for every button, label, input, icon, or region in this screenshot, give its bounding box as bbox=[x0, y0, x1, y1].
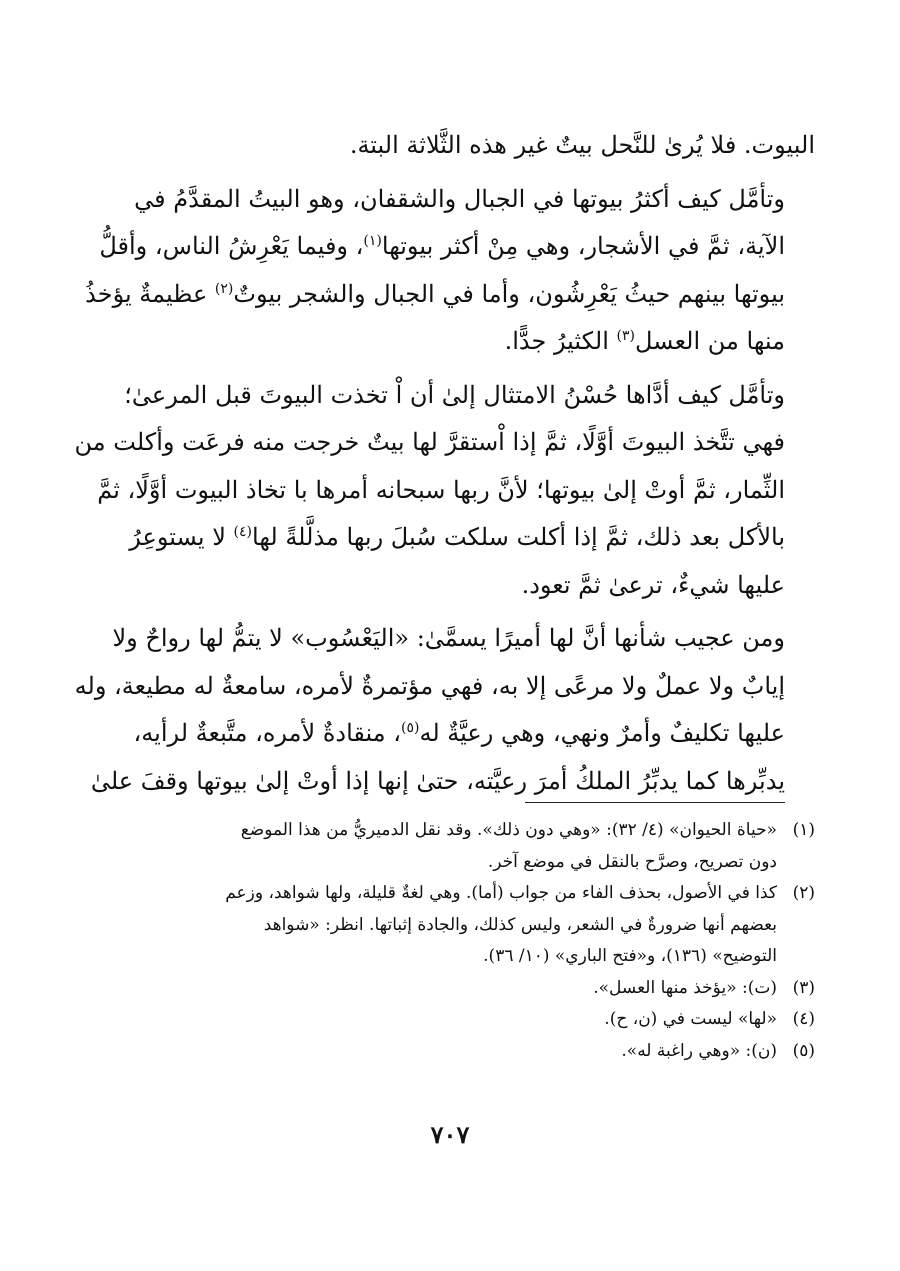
footnote-number: (٢) bbox=[792, 883, 815, 903]
text-line: وتأمَّل كيف أدَّاها حُسْنُ الامتثال إلىٰ أن اْ تخذت البيوتَ قبل المرعىٰ؛ bbox=[124, 380, 785, 409]
footnote-line: (ت): «يؤخذ منها العسل». bbox=[593, 977, 777, 998]
text-line: عليها تكليفٌ وأمرٌ ونهي، وهي رعيَّةٌ له$^{(٥)}$، منقادةٌ لأمره، متَّبعةٌ لرأيه، bbox=[133, 719, 785, 747]
footnote-line: (ن): «وهي راغبة له». bbox=[621, 1040, 777, 1061]
footnote-ref-1[interactable]: (١) bbox=[363, 233, 382, 249]
page-number: ٧٠٧ bbox=[430, 1120, 470, 1149]
footnote-text bbox=[115, 973, 777, 1005]
footnote-ref-4[interactable]: (٤) bbox=[233, 524, 252, 540]
text-line: إيابٌ ولا عملٌ ولا مرعًى إلا به، فهي مؤتمرةٌ لأمره، سامعةٌ له مطيعة، وله bbox=[74, 671, 785, 700]
footnote-line: دون تصريح، وصرَّح بالنقل في موضع آخر. bbox=[487, 851, 777, 872]
footnote-text bbox=[115, 1004, 777, 1036]
footnote-text bbox=[115, 1036, 777, 1068]
paragraph bbox=[85, 176, 815, 366]
text-line: الآية، ثمَّ في الأشجار، وهي مِنْ أكثر بيوتها$^{(١)}$، وفيما يَعْرِشُ الناس، وأقلُّ bbox=[99, 232, 785, 260]
footnote-4 bbox=[115, 1004, 815, 1036]
paragraph bbox=[74, 372, 815, 610]
footnote-text bbox=[115, 878, 777, 973]
main-text bbox=[74, 122, 815, 805]
text-line: عليها شيءٌ، ترعىٰ ثمَّ تعود. bbox=[521, 570, 785, 599]
text-line: فهي تتَّخذ البيوتَ أوَّلًا، ثمَّ إذا اْستقرَّ لها بيتٌ خرجت منه فرعَت وأكلت من bbox=[74, 428, 785, 456]
page-body bbox=[74, 122, 815, 811]
footnote-number: (١) bbox=[792, 820, 815, 840]
footnote-ref-2[interactable]: (٢) bbox=[214, 280, 234, 297]
text-line: منها من العسل$^{(٣)}$ الكثيرُ جدًّا. bbox=[504, 327, 785, 355]
footnote-divider bbox=[525, 802, 785, 803]
text-line: بالأكل بعد ذلك، ثمَّ إذا أكلت سلكت سُبلَ ربها مذلَّلةً لها$^{(٤)}$ لا يستوعِرُ bbox=[129, 523, 785, 551]
text-line: الثِّمار، ثمَّ أوتْ إلىٰ بيوتها؛ لأنَّ ربها سبحانه أمرها با تخاذ البيوت أوَّلًا، ثمَّ bbox=[97, 475, 785, 504]
paragraph bbox=[115, 122, 815, 170]
footnote-number: (٥) bbox=[792, 1040, 815, 1061]
footnote-ref-5[interactable]: (٥) bbox=[401, 720, 420, 736]
paragraph bbox=[74, 615, 815, 805]
footnote-number: (٣) bbox=[792, 977, 815, 998]
footnote-line: التوضيح» (١٣٦)، و«فتح الباري» (١٠/ ٣٦). bbox=[483, 946, 777, 966]
text-line: بيوتها بينهم حيثُ يَعْرِشُون، وأما في الجبال والشجر بيوتٌ$^{(٢)}$ عظيمةٌ يؤخذُ bbox=[85, 279, 785, 308]
text-line: يدبِّرها كما يدبِّرُ الملكُ أمرَ رعيَّته، حتىٰ إنها إذا أوتْ إلىٰ بيوتها وقفَ علىٰ bbox=[90, 766, 785, 795]
footnote-3 bbox=[115, 973, 815, 1005]
footnote-5 bbox=[115, 1036, 815, 1068]
footnote-2 bbox=[115, 878, 815, 973]
footnote-line: كذا في الأصول، بحذف الفاء من جواب (أما). وهي لغةٌ قليلة، ولها شواهد، وزعم bbox=[225, 883, 777, 903]
footnotes bbox=[115, 815, 815, 1067]
text-line: البيوت. فلا يُرىٰ للنَّحل بيتٌ غير هذه الثَّلاثة البتة. bbox=[349, 131, 815, 159]
footnote-line: «حياة الحيوان» (٤/ ٣٢): «وهي دون ذلك». وقد نقل الدميريُّ من هذا الموضع bbox=[240, 820, 777, 840]
text-line: وتأمَّل كيف أكثرُ بيوتها في الجبال والشقفان، وهو البيتُ المقدَّمُ في bbox=[134, 184, 785, 213]
footnote-line: بعضهم أنها ضرورةٌ في الشعر، وليس كذلك، والجادة إثباتها. انظر: «شواهد bbox=[263, 914, 777, 935]
text-line: ومن عجيب شأنها أنَّ لها أميرًا يسمَّىٰ: «اليَعْسُوب» لا يتمُّ لها رواحٌ ولا bbox=[112, 624, 785, 652]
footnote-1 bbox=[115, 815, 815, 878]
footnote-line: «لها» ليست في (ن، ح). bbox=[604, 1009, 777, 1029]
footnote-number: (٤) bbox=[792, 1009, 815, 1029]
footnote-text bbox=[115, 815, 777, 878]
footnote-ref-3[interactable]: (٣) bbox=[616, 328, 635, 344]
